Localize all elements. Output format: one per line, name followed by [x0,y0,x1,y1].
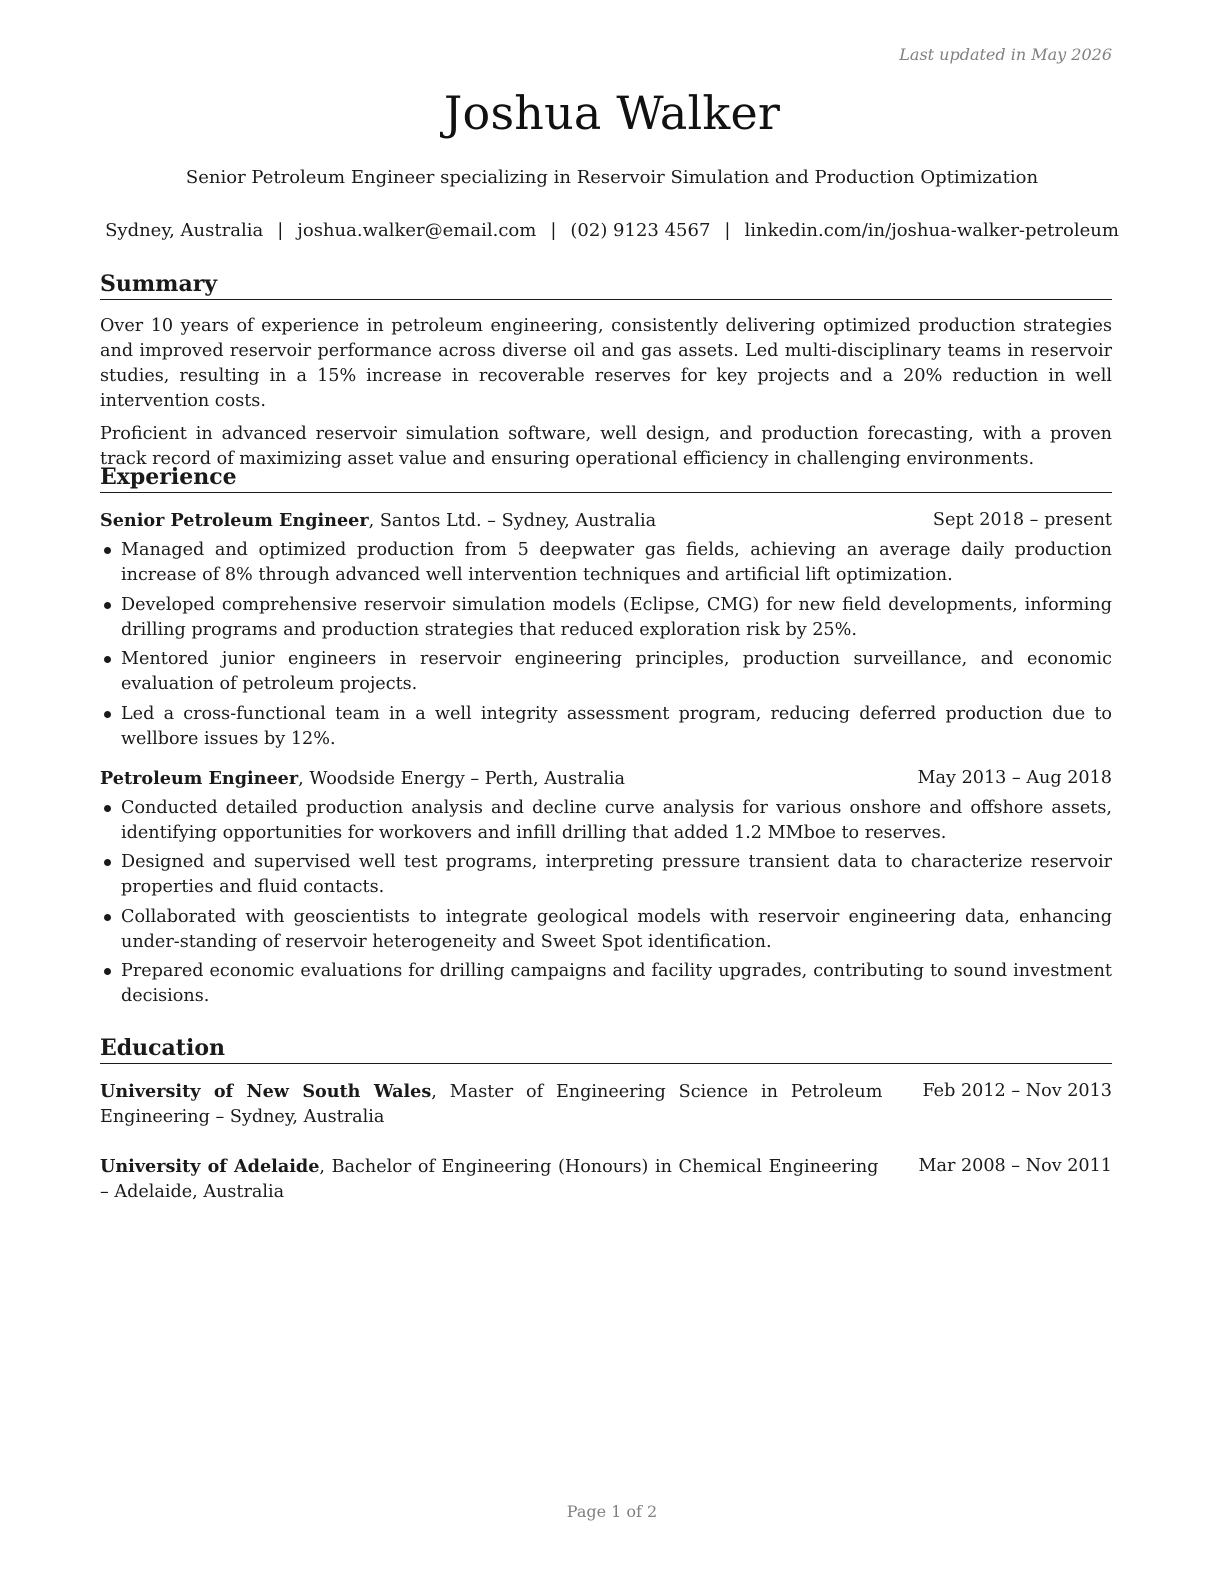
bullet-icon [104,968,111,975]
job-header [100,766,1112,792]
bullet-icon [104,805,111,812]
list-item: Designed and supervised well test programs, interpreting pressure transient data to characterize reservoir properties and fluid contacts. [100,850,1112,900]
education-dates: Feb 2012 – Nov 2013 [922,1081,1112,1101]
job-company: , Santos Ltd. – Sydney, Australia [368,511,657,531]
candidate-name: Joshua Walker [443,86,781,140]
school-name: University of Adelaide [100,1156,320,1177]
list-item: Led a cross-functional team in a well integrity assessment program, reducing deferred production due to wellbore issues by 12%. [100,702,1112,752]
school-name: University of New South Wales [100,1081,432,1102]
job-entry [100,508,1112,752]
list-item: Collaborated with geoscientists to integrate geological models with reservoir engineering data, enhancing under-standing of reservoir heterogeneity and Sweet Spot identification. [100,905,1112,955]
job-role: Petroleum Engineer [100,767,299,789]
last-updated: Last updated in May 2026 [899,45,1112,64]
page-number: Page 1 of 2 [566,1502,658,1521]
bullet-icon [104,914,111,921]
education-entry [100,1079,1112,1130]
contact-line [0,220,1224,241]
job-dates: Sept 2018 – present [932,510,1112,530]
bullet-icon [104,859,111,866]
job-entry [100,766,1112,1010]
list-item: Developed comprehensive reservoir simulation models (Eclipse, CMG) for new field developments, informing drilling programs and production strategies that reduced exploration risk by 25%. [100,593,1112,643]
separator: | [277,220,284,241]
list-item: Mentored junior engineers in reservoir engineering principles, production surveillance, and economic evaluation of petroleum projects. [100,647,1112,697]
contact-phone[interactable]: (02) 9123 4567 [570,220,711,241]
headline: Senior Petroleum Engineer specializing in Reservoir Simulation and Production Optimization [185,167,1039,188]
list-item: Conducted detailed production analysis and decline curve analysis for various onshore and offshore assets, identifying opportunities for workovers and infill drilling that added 1.2 MMboe to reserves. [100,796,1112,846]
education-entry [100,1154,1112,1205]
list-item: Prepared economic evaluations for drilling campaigns and facility upgrades, contributing to sound investment decisions. [100,959,1112,1009]
job-company: , Woodside Energy – Perth, Australia [298,768,625,789]
list-item: Managed and optimized production from 5 deepwater gas fields, achieving an average daily production increase of 8% through advanced well intervention techniques and artificial lift optimization. [100,538,1112,588]
summary-paragraph: Proficient in advanced reservoir simulation software, well design, and production forecasting, with a proven track record of maximizing asset value and ensuring operational efficiency in challenging environments. [100,424,1112,469]
job-bullets [100,796,1112,1010]
separator: | [550,220,557,241]
section-title: Summary [100,271,1112,300]
contact-linkedin[interactable]: linkedin.com/in/joshua-walker-petroleum [744,220,1119,241]
education-dates: Mar 2008 – Nov 2011 [918,1156,1112,1176]
summary-paragraph: Over 10 years of experience in petroleum engineering, consistently delivering optimized production strategies and improved reservoir performance across diverse oil and gas assets. Led multi-disciplinary teams in reservoir studies, resulting in a 15% increase in recoverable reserves for key projects and a 20% reduction in well intervention costs. [100,316,1112,411]
job-role: Senior Petroleum Engineer [100,510,369,531]
degree: , Master of Engineering Science in Petroleum Engineering – Sydney, Australia [100,1082,883,1127]
section-title: Education [100,1035,1112,1064]
experience-section [100,464,1112,1014]
education-section [100,1035,1112,1205]
contact-email[interactable]: joshua.walker@email.com [297,220,537,241]
job-header [100,508,1112,534]
job-dates: May 2013 – Aug 2018 [917,767,1112,788]
bullet-icon [104,547,111,554]
job-bullets [100,538,1112,752]
degree: , Bachelor of Engineering (Honours) in Chemical Engineering – Adelaide, Australia [100,1157,879,1202]
bullet-icon [104,711,111,718]
bullet-icon [104,656,111,663]
bullet-icon [104,602,111,609]
section-title: Experience [100,464,1112,493]
separator: | [724,220,731,241]
contact-location: Sydney, Australia [105,220,264,241]
summary-section [100,271,1112,472]
